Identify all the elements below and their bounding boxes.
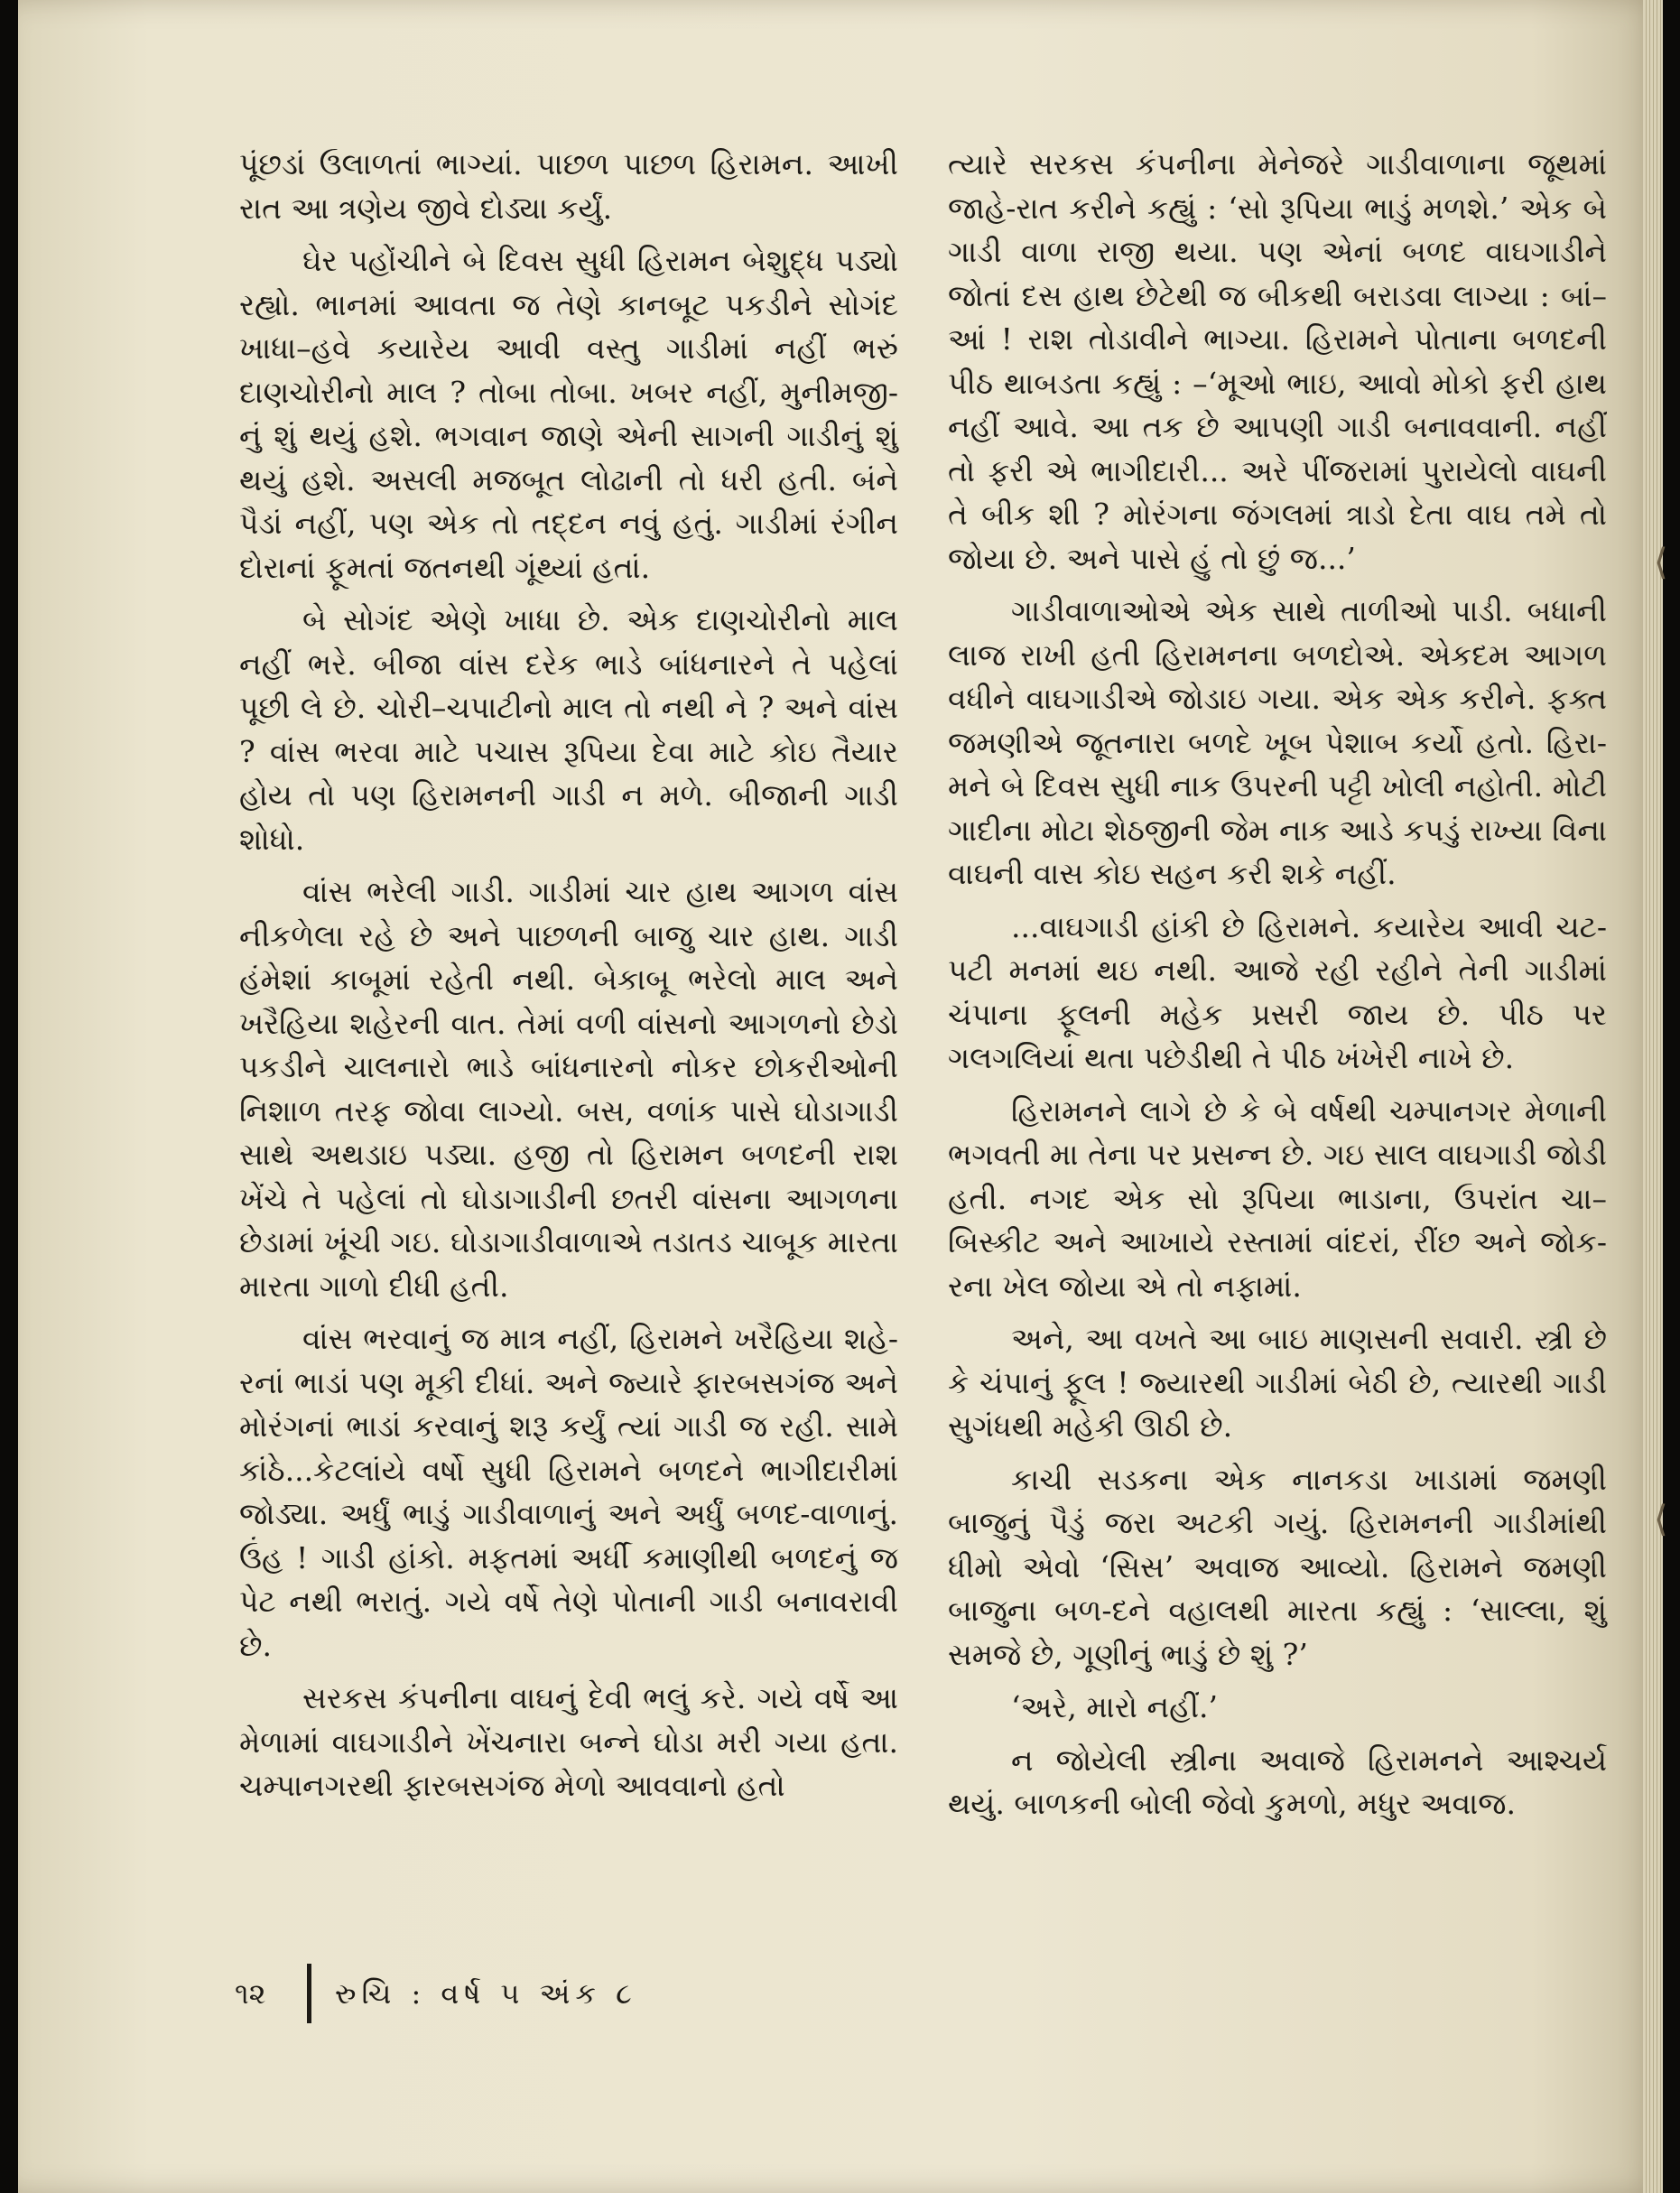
paragraph: વાંસ ભરેલી ગાડી. ગાડીમાં ચાર હાથ આગળ વાંસ નીકળેલા રહે છે અને પાછળની બાજુ ચાર હાથ. ગાડી હંમેશાં કાબૂમાં રહેતી નથી. બેકાબૂ ભરેલો માલ અને ખરૈહિયા શહેરની વાત. તેમાં વળી વાંસનો આગળનો છેડો પકડીને ચાલનારો ભાડે બાંધનારનો નોકર છોકરીઓની નિશાળ તરફ જોવા લાગ્યો. બસ, વળાંક પાસે ઘોડાગાડી સાથે અથડાઇ પડ્યા. હજી તો હિરામન બળદની રાશ ખેંચે તે પહેલાં તો ઘોડાગાડીની છતરી વાંસના આગળના છેડામાં ખૂંચી ગઇ. ઘોડાગાડીવાળાએ તડાતડ ચાબૂક મારતા મારતા ગાળો દીધી હતી. [239, 874, 898, 1304]
paragraph: વાંસ ભરવાનું જ માત્ર નહીં, હિરામને ખરૈહિયા શહે-રનાં ભાડાં પણ મૂકી દીધાં. અને જ્યારે ફારબસગંજ અને મોરંગનાં ભાડાં કરવાનું શરૂ કર્યું ત્યાં ગાડી જ રહી. સામે કાંઠે...કેટલાંયે વર્ષો સુધી હિરામને બળદને ભાગીદારીમાં જોડ્યા. અર્ધું ભાડું ગાડીવાળાનું અને અર્ધું બળદ-વાળાનું. ઉંહ ! ગાડી હાંકો. મફતમાં અર્ધી કમાણીથી બળદનું જ પેટ નથી ભરાતું. ગયે વર્ષે તેણે પોતાની ગાડી બનાવરાવી છે. [239, 1321, 898, 1663]
right-text-column [948, 143, 1607, 1835]
paragraph: અને, આ વખતે આ બાઇ માણસની સવારી. સ્ત્રી છે કે ચંપાનું ફૂલ ! જ્યારથી ગાડીમાં બેઠી છે, ત્યારથી ગાડી સુગંધથી મહેકી ઊઠી છે. [948, 1321, 1607, 1444]
paragraph: હિરામનને લાગે છે કે બે વર્ષથી ચમ્પાનગર મેળાની ભગવતી મા તેના પર પ્રસન્ન છે. ગઇ સાલ વાઘગાડી જોડી હતી. નગદ એક સો રૂપિયા ભાડાના, ઉપરાંત ચા–બિસ્કીટ અને આખાયે રસ્તામાં વાંદરાં, રીંછ અને જોક-રના ખેલ જોયા એ તો નફામાં. [948, 1092, 1607, 1304]
left-text-column [239, 143, 898, 1817]
paragraph: બે સોગંદ એણે ખાધા છે. એક દાણચોરીનો માલ નહીં ભરે. બીજા વાંસ દરેક ભાડે બાંધનારને તે પહેલાં પૂછી લે છે. ચોરી–ચપાટીનો માલ તો નથી ને ? અને વાંસ ? વાંસ ભરવા માટે પચાસ રૂપિયા દેવા માટે કોઇ તૈયાર હોય તો પણ હિરામનની ગાડી ન મળે. બીજાની ગાડી શોધો. [239, 602, 898, 857]
page-bracket-mark: ⟨ [1654, 1499, 1668, 1540]
paragraph: ...વાઘગાડી હાંકી છે હિરામને. કયારેય આવી ચટ-પટી મનમાં થઇ નથી. આજે રહી રહીને તેની ગાડીમાં ચંપાના ફૂલની મહેક પ્રસરી જાય છે. પીઠ પર ગલગલિયાં થતા પછેડીથી તે પીઠ ખંખેરી નાખે છે. [948, 908, 1607, 1075]
magazine-page [18, 0, 1668, 2193]
paragraph: સરકસ કંપનીના વાઘનું દેવી ભલું કરે. ગયે વર્ષે આ મેળામાં વાઘગાડીને ખેંચનારા બન્ને ઘોડા મરી ગયા હતા. ચમ્પાનગરથી ફારબસગંજ મેળો આવવાનો હતો [239, 1680, 898, 1803]
paragraph: કાચી સડકના એક નાનકડા ખાડામાં જમણી બાજુનું પૈડું જરા અટકી ગયું. હિરામનની ગાડીમાંથી ધીમો એવો ‘સિસ’ અવાજ આવ્યો. હિરામને જમણી બાજુના બળ-દને વહાલથી મારતા કહ્યું : ‘સાલ્લા, શું સમજે છે, ગૂણીનું ભાડું છે શું ?’ [948, 1461, 1607, 1672]
footer-divider [307, 1964, 311, 2023]
paragraph: ગાડીવાળાઓએ એક સાથે તાળીઓ પાડી. બધાની લાજ રાખી હતી હિરામનના બળદોએ. એકદમ આગળ વધીને વાઘગાડીએ જોડાઇ ગયા. એક એક કરીને. ફક્ત જમણીએ જૂતનારા બળદે ખૂબ પેશાબ કર્યો હતો. હિરા-મને બે દિવસ સુધી નાક ઉપરની પટ્ટી ખોલી નહોતી. મોટી ગાદીના મોટા શેઠજીની જેમ નાક આડે કપડું રાખ્યા વિના વાઘની વાસ કોઇ સહન કરી શકે નહીં. [948, 593, 1607, 891]
publication-info: રુચિ : વર્ષ ૫ અંક ૮ [335, 1975, 637, 2011]
paragraph: ઘેર પહોંચીને બે દિવસ સુધી હિરામન બેશુદ્ધ પડ્યો રહ્યો. ભાનમાં આવતા જ તેણે કાનબૂટ પકડીને સોગંદ ખાધા–હવે કયારેય આવી વસ્તુ ગાડીમાં નહીં ભરું દાણચોરીનો માલ ? તોબા તોબા. ખબર નહીં, મુનીમજી-નું શું થયું હશે. ભગવાન જાણે એની સાગની ગાડીનું શું થયું હશે. અસલી મજબૂત લોઢાની તો ધરી હતી. બંને પૈડાં નહીં, પણ એક તો તદ્દન નવું હતું. ગાડીમાં રંગીન દોરાનાં ફૂમતાં જતનથી ગૂંથ્યાં હતાં. [239, 243, 898, 585]
page-number: ૧૨ [235, 1975, 266, 2011]
paragraph: ન જોયેલી સ્ત્રીના અવાજે હિરામનને આશ્ચર્ય થયું. બાળકની બોલી જેવો કુમળો, મધુર અવાજ. [948, 1742, 1607, 1821]
page-stack-edge [1643, 0, 1663, 2193]
paragraph: ત્યારે સરકસ કંપનીના મેનેજરે ગાડીવાળાના જૂથમાં જાહે-રાત કરીને કહ્યું : ‘સો રૂપિયા ભાડું મળશે.’ એક બે ગાડી વાળા રાજી થયા. પણ એનાં બળદ વાઘગાડીને જોતાં દસ હાથ છેટેથી જ બીકથી બરાડવા લાગ્યા : બાં–આં ! રાશ તોડાવીને ભાગ્યા. હિરામને પોતાના બળદની પીઠ થાબડતા કહ્યું : –‘મૂઓ ભાઇ, આવો મોકો ફરી હાથ નહીં આવે. આ તક છે આપણી ગાડી બનાવવાની. નહીં તો ફરી એ ભાગીદારી... અરે પીંજરામાં પુરાયેલો વાઘની તે બીક શી ? મોરંગના જંગલમાં ત્રાડો દેતા વાઘ તમે તો જોયા છે. અને પાસે હું તો છું જ...’ [948, 146, 1607, 576]
page-bracket-mark: ⟨ [1654, 542, 1668, 583]
page-footer [235, 1966, 637, 2021]
paragraph: પૂંછડાં ઉલાળતાં ભાગ્યાં. પાછળ પાછળ હિરામન. આખી રાત આ ત્રણેય જીવે દોડ્યા કર્યું. [239, 146, 898, 226]
dialogue-line: ‘અરે, મારો નહીં.’ [1011, 1689, 1218, 1724]
